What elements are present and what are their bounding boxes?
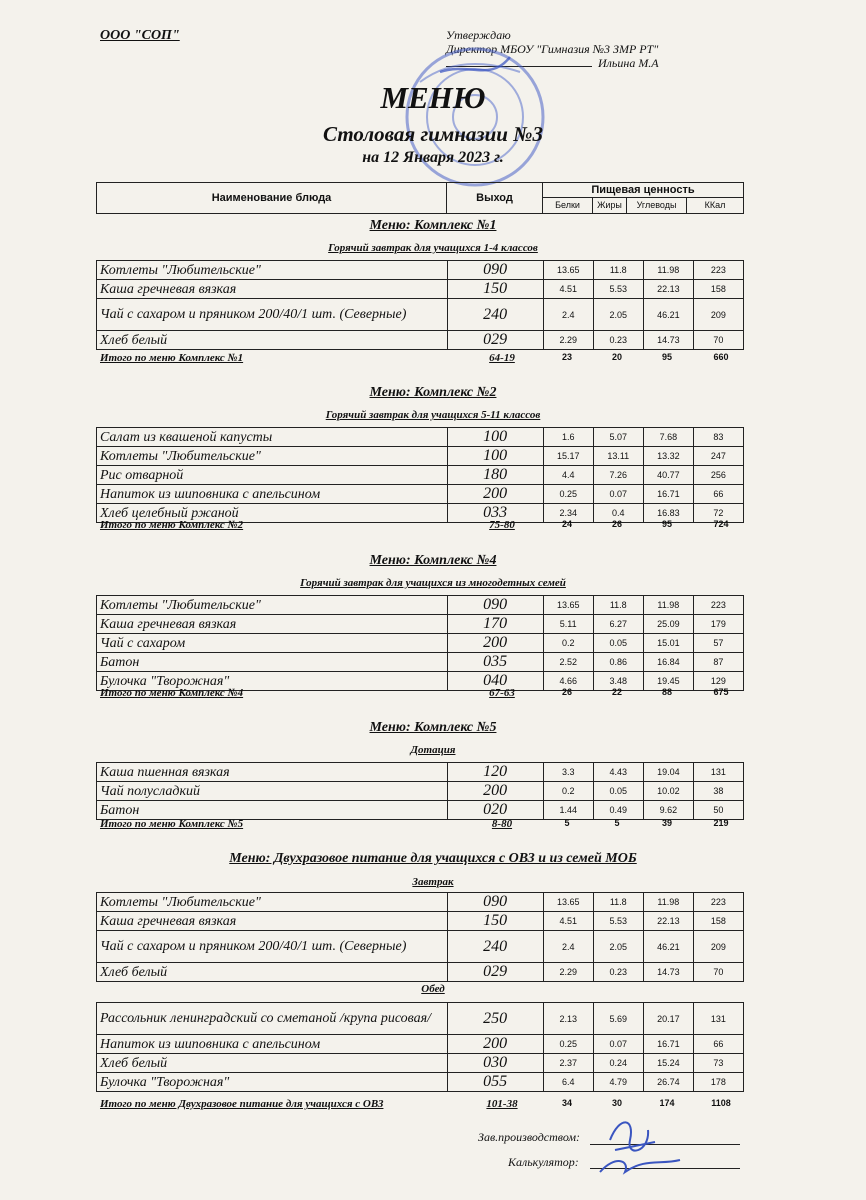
total-fats: 26 (611, 519, 622, 529)
dish-carbs: 16.84 (643, 653, 693, 672)
column-yield: Выход (447, 183, 543, 213)
dish-kcal: 70 (693, 963, 743, 982)
total-carbs: 95 (661, 519, 672, 529)
dish-carbs: 11.98 (643, 261, 693, 280)
total-label: Итого по меню Комплекс №2 (100, 519, 244, 531)
dish-yield: 035 (447, 653, 543, 672)
dish-proteins: 0.25 (543, 485, 593, 504)
dish-kcal: 179 (693, 615, 743, 634)
dish-name: Булочка "Творожная" (97, 1073, 448, 1092)
dish-proteins: 2.4 (543, 299, 593, 331)
dish-proteins: 2.4 (543, 931, 593, 963)
dish-fats: 3.48 (593, 672, 643, 691)
dish-fats: 11.8 (593, 596, 643, 615)
dish-proteins: 5.11 (543, 615, 593, 634)
total-fats: 5 (614, 818, 620, 828)
dish-fats: 6.27 (593, 615, 643, 634)
dish-fats: 4.79 (593, 1073, 643, 1092)
dish-carbs: 13.32 (643, 447, 693, 466)
dish-fats: 0.07 (593, 1035, 643, 1054)
dish-proteins: 0.2 (543, 634, 593, 653)
table-row (97, 1003, 744, 1035)
dish-name: Каша гречневая вязкая (97, 912, 448, 931)
dish-proteins: 4.51 (543, 912, 593, 931)
dish-proteins: 13.65 (543, 596, 593, 615)
dish-carbs: 15.24 (643, 1054, 693, 1073)
dish-name: Котлеты "Любительские" (97, 447, 448, 466)
total-proteins: 34 (561, 1098, 572, 1108)
table-row (97, 1073, 744, 1092)
dish-kcal: 83 (693, 428, 743, 447)
dish-name: Котлеты "Любительские" (97, 596, 448, 615)
dish-fats: 0.07 (593, 485, 643, 504)
dish-yield: 090 (447, 596, 543, 615)
section-total (100, 519, 750, 533)
dish-proteins: 0.25 (543, 1035, 593, 1054)
total-carbs: 95 (661, 352, 672, 362)
table-row (97, 893, 744, 912)
column-nutrition: Пищевая ценность (543, 183, 743, 198)
dish-carbs: 26.74 (643, 1073, 693, 1092)
section-subtitle: Дотация (410, 744, 456, 756)
dish-proteins: 1.6 (543, 428, 593, 447)
dish-kcal: 57 (693, 634, 743, 653)
total-yield: 75-80 (489, 519, 515, 531)
dish-proteins: 2.29 (543, 331, 593, 350)
section-total (100, 687, 750, 701)
dish-kcal: 209 (693, 299, 743, 331)
total-fats: 22 (611, 687, 622, 697)
dish-kcal: 247 (693, 447, 743, 466)
dish-carbs: 14.73 (643, 963, 693, 982)
dish-yield: 170 (447, 615, 543, 634)
dish-kcal: 72 (693, 504, 743, 523)
dish-fats: 0.49 (593, 801, 643, 820)
dish-proteins: 2.29 (543, 963, 593, 982)
table-row (97, 615, 744, 634)
table-row (97, 1054, 744, 1073)
table-row (97, 261, 744, 280)
total-carbs: 39 (661, 818, 672, 828)
dish-fats: 5.53 (593, 280, 643, 299)
dish-kcal: 87 (693, 653, 743, 672)
dish-yield: 200 (447, 634, 543, 653)
dish-name: Рассольник ленинградский со сметаной /крупа рисовая/ (97, 1003, 448, 1035)
menu-date: на 12 Января 2023 г. (362, 149, 504, 166)
menu-table (96, 1002, 744, 1092)
dish-proteins: 2.52 (543, 653, 593, 672)
column-name: Наименование блюда (97, 183, 447, 213)
dish-name: Салат из квашеной капусты (97, 428, 448, 447)
dish-carbs: 19.04 (643, 763, 693, 782)
dish-kcal: 223 (693, 596, 743, 615)
total-label: Итого по меню Комплекс №4 (100, 687, 244, 699)
dish-carbs: 25.09 (643, 615, 693, 634)
dish-proteins: 4.66 (543, 672, 593, 691)
dish-name: Хлеб белый (97, 963, 448, 982)
column-fats: Жиры (593, 198, 627, 213)
approve-label: Утверждаю (446, 28, 511, 42)
dish-carbs: 19.45 (643, 672, 693, 691)
dish-yield: 240 (447, 931, 543, 963)
table-row (97, 299, 744, 331)
dish-carbs: 16.71 (643, 1035, 693, 1054)
table-row (97, 763, 744, 782)
dish-name: Каша гречневая вязкая (97, 280, 448, 299)
organization-name: ООО "СОП" (100, 28, 180, 43)
dish-kcal: 223 (693, 261, 743, 280)
dish-carbs: 14.73 (643, 331, 693, 350)
section-title: Меню: Комплекс №1 (369, 218, 497, 233)
menu-table (96, 762, 744, 820)
total-kcal: 1108 (711, 1098, 731, 1108)
dish-kcal: 50 (693, 801, 743, 820)
dish-yield: 055 (447, 1073, 543, 1092)
total-proteins: 5 (564, 818, 570, 828)
dish-name: Хлеб белый (97, 1054, 448, 1073)
table-row (97, 782, 744, 801)
page-subtitle: Столовая гимназии №3 (323, 122, 543, 146)
column-proteins: Белки (543, 198, 593, 213)
dish-carbs: 22.13 (643, 280, 693, 299)
section-title: Меню: Комплекс №4 (369, 553, 497, 568)
dish-fats: 5.07 (593, 428, 643, 447)
dish-yield: 033 (447, 504, 543, 523)
total-yield: 8-80 (491, 818, 513, 830)
dish-fats: 0.05 (593, 782, 643, 801)
dish-carbs: 46.21 (643, 299, 693, 331)
dish-carbs: 11.98 (643, 893, 693, 912)
dish-kcal: 209 (693, 931, 743, 963)
dish-fats: 2.05 (593, 299, 643, 331)
dish-yield: 040 (447, 672, 543, 691)
total-label: Итого по меню Комплекс №5 (100, 818, 244, 830)
dish-fats: 0.86 (593, 653, 643, 672)
dish-yield: 150 (447, 912, 543, 931)
column-kcal: ККал (704, 200, 726, 210)
dish-proteins: 2.34 (543, 504, 593, 523)
section-title: Меню: Комплекс №5 (369, 720, 497, 735)
total-proteins: 24 (561, 519, 572, 529)
total-kcal: 219 (713, 818, 729, 828)
total-kcal: 675 (713, 687, 729, 697)
table-row (97, 801, 744, 820)
section-title: Меню: Комплекс №2 (369, 385, 497, 400)
dish-fats: 5.53 (593, 912, 643, 931)
dish-name: Чай с сахаром и пряником 200/40/1 шт. (Северные) (97, 931, 448, 963)
dish-carbs: 15.01 (643, 634, 693, 653)
dish-kcal: 178 (693, 1073, 743, 1092)
dish-carbs: 40.77 (643, 466, 693, 485)
dish-name: Хлеб белый (97, 331, 448, 350)
total-yield: 101-38 (486, 1098, 518, 1110)
dish-yield: 029 (447, 331, 543, 350)
dish-proteins: 2.37 (543, 1054, 593, 1073)
dish-proteins: 15.17 (543, 447, 593, 466)
dish-proteins: 4.51 (543, 280, 593, 299)
table-header (96, 182, 744, 214)
dish-yield: 090 (447, 893, 543, 912)
dish-fats: 0.23 (593, 963, 643, 982)
dish-fats: 0.23 (593, 331, 643, 350)
page-title: МЕНЮ (380, 80, 486, 115)
dish-name: Каша гречневая вязкая (97, 615, 448, 634)
signature-icon (590, 1110, 700, 1180)
dish-yield: 100 (447, 447, 543, 466)
menu-table (96, 892, 744, 982)
dish-kcal: 73 (693, 1054, 743, 1073)
dish-yield: 180 (447, 466, 543, 485)
total-yield: 67-63 (489, 687, 515, 699)
dish-yield: 120 (447, 763, 543, 782)
table-row (97, 466, 744, 485)
section-total (100, 352, 750, 366)
table-row (97, 331, 744, 350)
dish-name: Напиток из шиповника с апельсином (97, 1035, 448, 1054)
dish-carbs: 46.21 (643, 931, 693, 963)
dish-carbs: 9.62 (643, 801, 693, 820)
dish-name: Чай с сахаром (97, 634, 448, 653)
dish-carbs: 16.83 (643, 504, 693, 523)
dish-proteins: 4.4 (543, 466, 593, 485)
approve-position: Директор МБОУ "Гимназия №3 ЗМР РТ" (446, 42, 659, 56)
total-label: Итого по меню Комплекс №1 (100, 352, 244, 364)
dish-kcal: 70 (693, 331, 743, 350)
dish-yield: 240 (447, 299, 543, 331)
dish-carbs: 16.71 (643, 485, 693, 504)
stamp-seal-icon (400, 42, 550, 192)
dish-name: Напиток из шиповника с апельсином (97, 485, 448, 504)
dish-name: Чай с сахаром и пряником 200/40/1 шт. (Северные) (97, 299, 448, 331)
dish-kcal: 131 (693, 763, 743, 782)
approve-name: Ильина М.А (598, 56, 659, 70)
menu-table (96, 260, 744, 350)
dish-name: Хлеб целебный ржаной (97, 504, 448, 523)
section-subtitle: Завтрак (412, 876, 454, 888)
dish-proteins: 13.65 (543, 893, 593, 912)
dish-kcal: 131 (693, 1003, 743, 1035)
total-carbs: 174 (659, 1098, 675, 1108)
table-row (97, 1035, 744, 1054)
total-kcal: 724 (713, 519, 729, 529)
dish-fats: 0.24 (593, 1054, 643, 1073)
dish-yield: 030 (447, 1054, 543, 1073)
dish-yield: 090 (447, 261, 543, 280)
dish-proteins: 1.44 (543, 801, 593, 820)
dish-name: Булочка "Творожная" (97, 672, 448, 691)
production-manager-label: Зав.производством: (478, 1130, 581, 1144)
menu-table (96, 595, 744, 691)
dish-proteins: 13.65 (543, 261, 593, 280)
dish-name: Рис отварной (97, 466, 448, 485)
dish-kcal: 223 (693, 893, 743, 912)
calculator-label: Калькулятор: (508, 1155, 579, 1169)
dish-fats: 11.8 (593, 261, 643, 280)
section-subtitle: Горячий завтрак для учащихся 5-11 классов (325, 409, 541, 421)
table-row (97, 280, 744, 299)
dish-name: Котлеты "Любительские" (97, 261, 448, 280)
section-total (100, 818, 750, 832)
dish-fats: 11.8 (593, 893, 643, 912)
dish-kcal: 66 (693, 485, 743, 504)
dish-kcal: 129 (693, 672, 743, 691)
dish-carbs: 20.17 (643, 1003, 693, 1035)
dish-name: Батон (97, 653, 448, 672)
dish-name: Чай полусладкий (97, 782, 448, 801)
section-subtitle-lunch: Обед (421, 983, 445, 995)
dish-proteins: 6.4 (543, 1073, 593, 1092)
dish-carbs: 11.98 (643, 596, 693, 615)
dish-yield: 020 (447, 801, 543, 820)
table-row (97, 653, 744, 672)
table-row (97, 447, 744, 466)
dish-fats: 0.05 (593, 634, 643, 653)
section-title: Меню: Двухразовое питание для учащихся с ОВЗ и из семей МОБ (229, 851, 637, 866)
dish-yield: 200 (447, 485, 543, 504)
dish-yield: 250 (447, 1003, 543, 1035)
dish-fats: 7.26 (593, 466, 643, 485)
total-carbs: 88 (661, 687, 672, 697)
dish-carbs: 22.13 (643, 912, 693, 931)
dish-name: Каша пшенная вязкая (97, 763, 448, 782)
table-row (97, 963, 744, 982)
total-label: Итого по меню Двухразовое питание для учащихся с ОВЗ (100, 1098, 384, 1110)
dish-fats: 13.11 (593, 447, 643, 466)
dish-fats: 4.43 (593, 763, 643, 782)
total-yield: 64-19 (489, 352, 515, 364)
total-fats: 20 (611, 352, 622, 362)
column-carbs: Углеводы (627, 198, 687, 213)
dish-proteins: 2.13 (543, 1003, 593, 1035)
table-row (97, 485, 744, 504)
dish-carbs: 7.68 (643, 428, 693, 447)
dish-proteins: 0.2 (543, 782, 593, 801)
table-row (97, 428, 744, 447)
total-proteins: 23 (561, 352, 572, 362)
dish-kcal: 38 (693, 782, 743, 801)
dish-fats: 5.69 (593, 1003, 643, 1035)
dish-name: Батон (97, 801, 448, 820)
table-row (97, 912, 744, 931)
dish-yield: 200 (447, 782, 543, 801)
table-row (97, 931, 744, 963)
table-row (97, 596, 744, 615)
total-fats: 30 (611, 1098, 622, 1108)
dish-name: Котлеты "Любительские" (97, 893, 448, 912)
dish-carbs: 10.02 (643, 782, 693, 801)
dish-yield: 200 (447, 1035, 543, 1054)
dish-yield: 029 (447, 963, 543, 982)
dish-kcal: 256 (693, 466, 743, 485)
total-proteins: 26 (561, 687, 572, 697)
dish-yield: 100 (447, 428, 543, 447)
dish-kcal: 158 (693, 912, 743, 931)
total-kcal: 660 (713, 352, 729, 362)
dish-kcal: 158 (693, 280, 743, 299)
menu-table (96, 427, 744, 523)
section-subtitle: Горячий завтрак для учащихся из многодетных семей (300, 577, 566, 589)
dish-fats: 0.4 (593, 504, 643, 523)
dish-proteins: 3.3 (543, 763, 593, 782)
dish-fats: 2.05 (593, 931, 643, 963)
section-subtitle: Горячий завтрак для учащихся 1-4 классов (328, 242, 538, 254)
dish-kcal: 66 (693, 1035, 743, 1054)
dish-yield: 150 (447, 280, 543, 299)
table-row (97, 634, 744, 653)
